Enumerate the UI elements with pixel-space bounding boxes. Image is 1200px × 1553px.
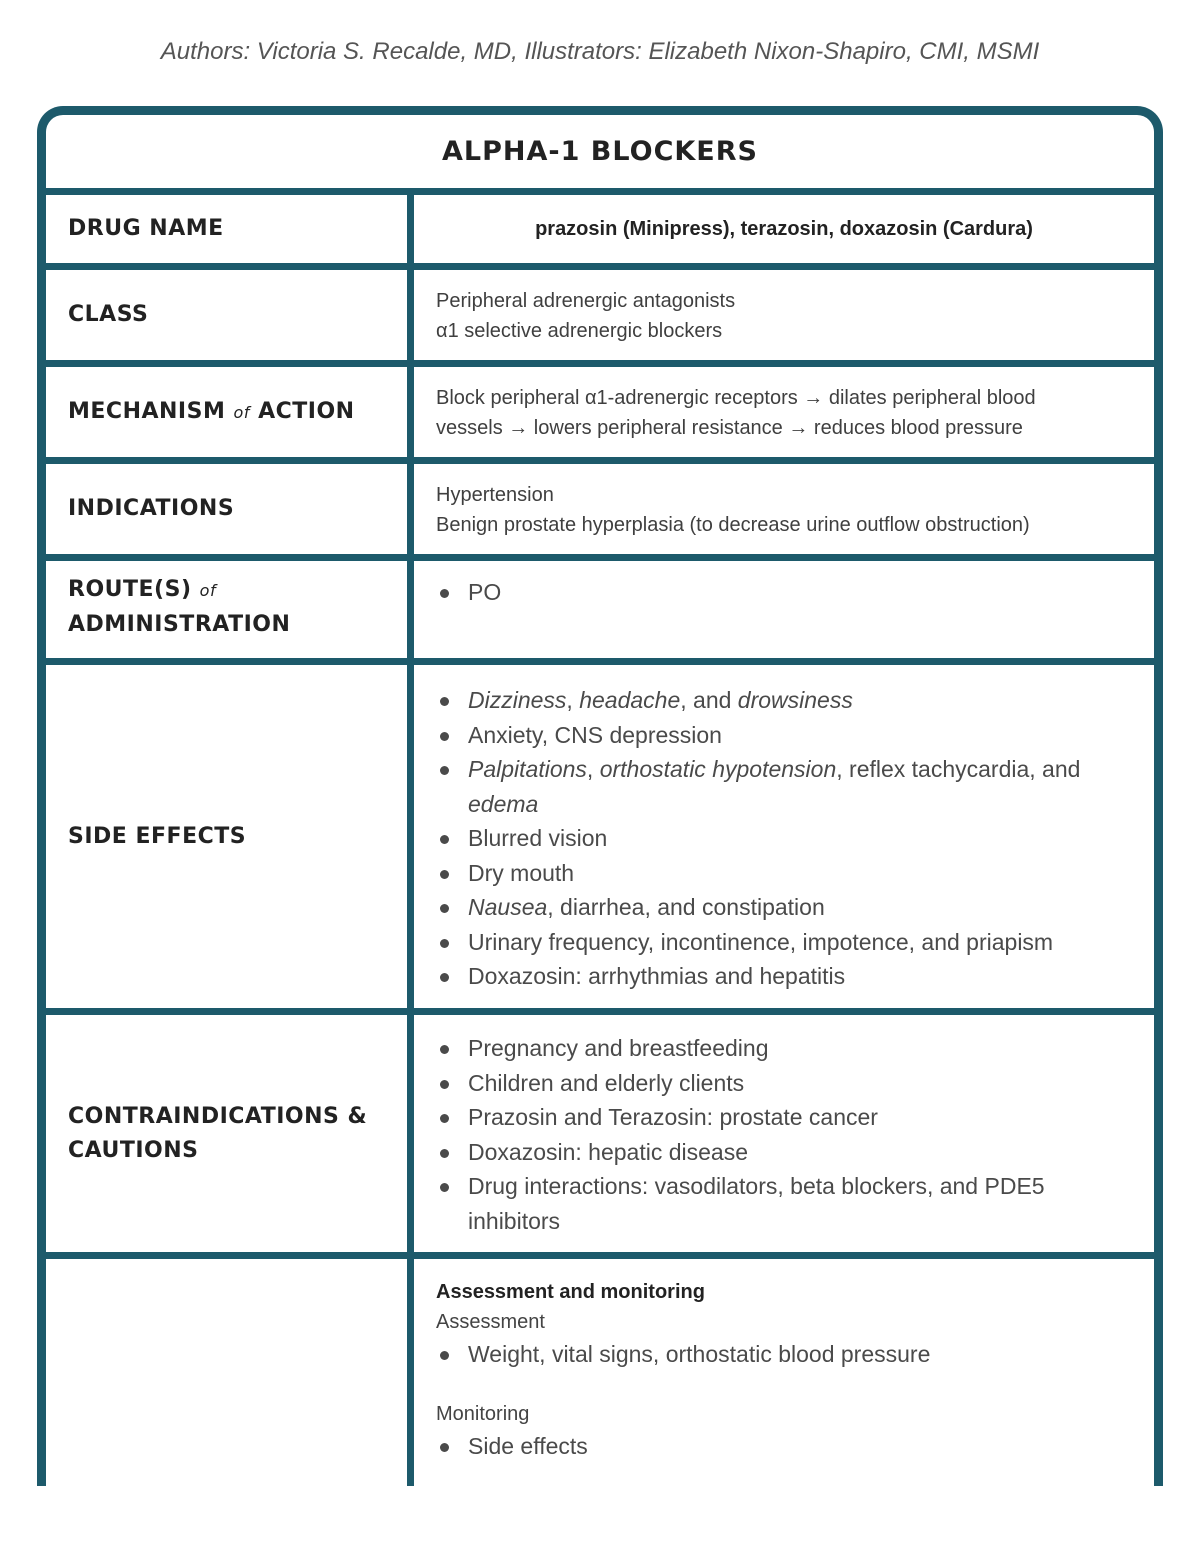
list-item: Side effects (436, 1429, 1132, 1464)
nursing-label-cell (46, 1259, 414, 1486)
drug-name-label-cell (46, 195, 414, 263)
routes-label: ROUTE(S) of ADMINISTRATION (68, 577, 291, 637)
class-label-cell (46, 270, 414, 360)
list-item: Blurred vision (436, 821, 1132, 856)
indications-row (46, 464, 1154, 561)
assessment-list (436, 1337, 1132, 1372)
drug-name-value: prazosin (Minipress), terazosin, doxazosin (Cardura) (535, 218, 1033, 240)
list-item: Dizziness, headache, and drowsiness (436, 683, 1132, 718)
monitoring-list (436, 1429, 1132, 1464)
mechanism-content (414, 367, 1154, 457)
side-effects-content (414, 665, 1154, 1008)
side-effects-label-cell (46, 665, 414, 1008)
list-item: Palpitations, orthostatic hypotension, reflex tachycardia, and edema (436, 752, 1132, 821)
routes-list (436, 575, 1132, 610)
drug-name-label: DRUG NAME (68, 216, 224, 241)
mechanism-label-cell (46, 367, 414, 457)
contraindications-content (414, 1015, 1154, 1252)
assessment-label: Assessment (436, 1311, 545, 1333)
drug-name-content (414, 195, 1154, 263)
list-item: Anxiety, CNS depression (436, 718, 1132, 753)
class-content (414, 270, 1154, 360)
indications-label-cell (46, 464, 414, 554)
indications-label: INDICATIONS (68, 496, 235, 521)
authors-line: Authors: Victoria S. Recalde, MD, Illustrators: Elizabeth Nixon-Shapiro, CMI, MSMI (160, 38, 1040, 65)
class-label: CLASS (68, 302, 149, 327)
list-item: Doxazosin: arrhythmias and hepatitis (436, 959, 1132, 994)
list-item: Urinary frequency, incontinence, impotence, and priapism (436, 925, 1132, 960)
nursing-row (46, 1259, 1154, 1486)
list-item: Pregnancy and breastfeeding (436, 1031, 1132, 1066)
drug-name-row (46, 195, 1154, 270)
title-row (46, 115, 1154, 195)
list-item: PO (436, 575, 1132, 610)
mechanism-row (46, 367, 1154, 464)
routes-row (46, 561, 1154, 665)
routes-content (414, 561, 1154, 658)
mechanism-line: Block peripheral α1-adrenergic receptors → dilates peripheral blood (436, 387, 1036, 409)
mechanism-label: MECHANISM of ACTION (68, 398, 355, 424)
list-item: Children and elderly clients (436, 1066, 1132, 1101)
indications-content (414, 464, 1154, 554)
side-effects-list (436, 683, 1132, 994)
drug-card (37, 106, 1163, 1486)
class-row (46, 270, 1154, 367)
contraindications-label: CONTRAINDICATIONS & CAUTIONS (68, 1103, 368, 1163)
class-line: Peripheral adrenergic antagonists (436, 290, 736, 312)
indication-line: Benign prostate hyperplasia (to decrease urine outflow obstruction) (436, 514, 1030, 536)
nursing-content (414, 1259, 1154, 1486)
list-item: Drug interactions: vasodilators, beta blockers, and PDE5 inhibitors (436, 1169, 1132, 1238)
contraindications-label-cell (46, 1015, 414, 1252)
contraindications-list (436, 1031, 1132, 1238)
side-effects-label: SIDE EFFECTS (68, 823, 247, 849)
list-item: Nausea, diarrhea, and constipation (436, 890, 1132, 925)
routes-label-cell (46, 561, 414, 658)
list-item: Weight, vital signs, orthostatic blood pressure (436, 1337, 1132, 1372)
list-item: Dry mouth (436, 856, 1132, 891)
monitoring-label: Monitoring (436, 1402, 530, 1425)
list-item: Prazosin and Terazosin: prostate cancer (436, 1100, 1132, 1135)
list-item: Doxazosin: hepatic disease (436, 1135, 1132, 1170)
assessment-monitoring-heading: Assessment and monitoring (436, 1281, 705, 1303)
contraindications-row (46, 1015, 1154, 1259)
class-line: α1 selective adrenergic blockers (436, 320, 723, 342)
card-title: ALPHA-1 BLOCKERS (442, 136, 758, 167)
side-effects-row (46, 665, 1154, 1015)
indication-line: Hypertension (436, 484, 554, 506)
mechanism-line: vessels → lowers peripheral resistance → reduces blood pressure (436, 417, 1023, 439)
